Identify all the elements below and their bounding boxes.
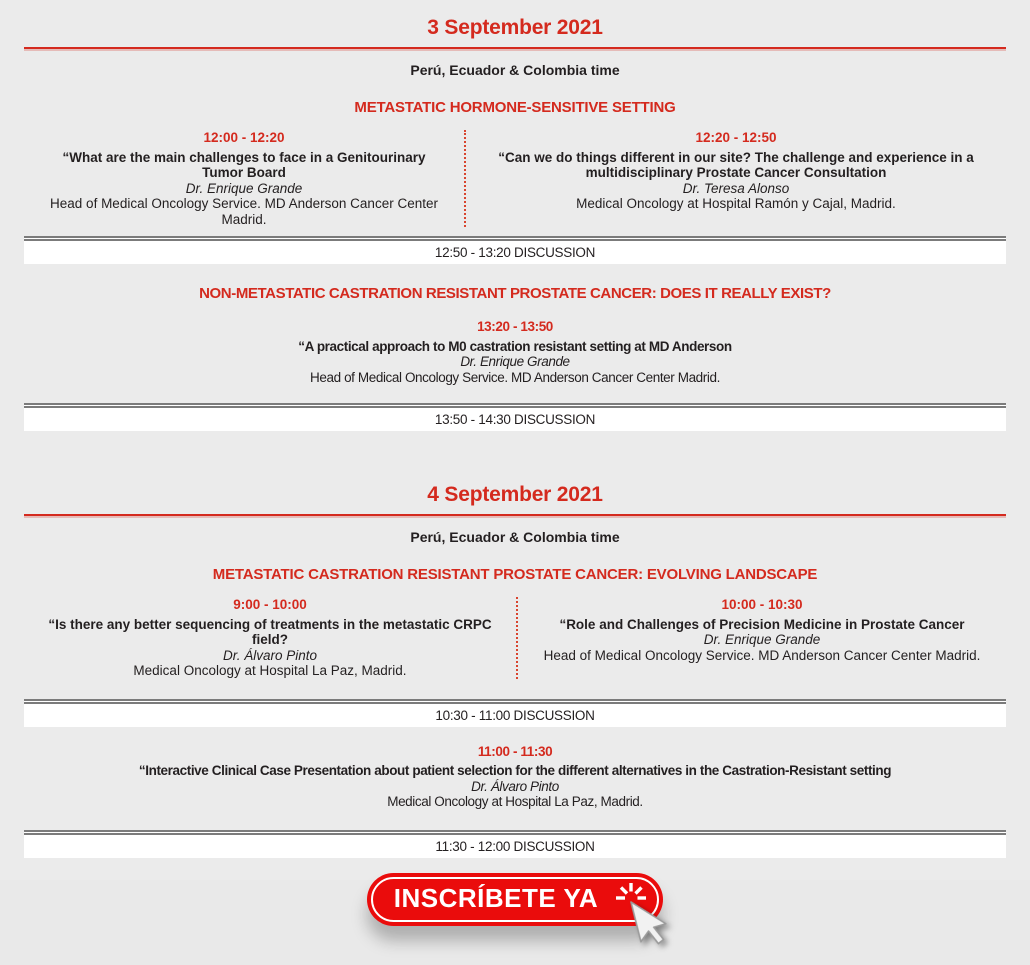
session-speaker: Dr. Álvaro Pinto [471,778,559,794]
day-2-title: 4 September 2021 [427,483,603,506]
session-affiliation: Head of Medical Oncology Service. MD Anderson Cancer Center Madrid. [310,369,720,385]
day-2-divider-line [24,514,1006,516]
session-speaker: Dr. Enrique Grande [460,354,570,369]
day-2-sessions-row [0,597,1030,679]
discussion-bar [24,403,1006,431]
day-2-timezone: Perú, Ecuador & Colombia time [410,529,620,545]
session-speaker: Dr. Teresa Alonso [682,180,790,196]
discussion-time: 11:30 - 12:00 [435,838,511,854]
discussion-bar [24,699,1006,727]
day-1-sessions-row [0,130,1030,227]
day-1-block-2-heading: NON-METASTATIC CASTRATION RESISTANT PROSTATE CANCER: DOES IT REALLY EXIST? [199,285,831,302]
cta-row [0,873,1030,926]
session-card [0,744,1030,810]
day-2-section [0,431,1030,858]
session-time: 11:00 - 11:30 [477,743,553,759]
session-title: “A practical approach to M0 castration resistant setting at MD Anderson [298,338,732,354]
session-time: 9:00 - 10:00 [233,597,307,612]
register-button[interactable] [367,873,663,926]
day-1-timezone: Perú, Ecuador & Colombia time [410,62,620,78]
session-affiliation: Medical Oncology at Hospital La Paz, Madrid. [387,794,643,809]
day-2-block-1-heading: METASTATIC CASTRATION RESISTANT PROSTATE CANCER: EVOLVING LANDSCAPE [212,566,818,583]
discussion-label: DISCUSSION [513,707,595,723]
register-button-label: INSCRÍBETE YA [393,882,599,913]
session-title: “Role and Challenges of Precision Medicine in Prostate Cancer [559,616,965,632]
session-affiliation: Head of Medical Oncology Service. MD Anderson Cancer Center Madrid. [543,647,981,663]
session-card [24,130,464,227]
day-1-divider-line [24,47,1006,49]
session-time: 13:20 - 13:50 [477,319,553,334]
session-card [466,130,1006,212]
session-affiliation: Medical Oncology at Hospital Ramón y Cajal, Madrid. [576,196,896,211]
discussion-time: 10:30 - 11:00 [435,707,511,723]
discussion-label: DISCUSSION [514,245,596,260]
session-time: 10:00 - 10:30 [721,597,803,612]
session-speaker: Dr. Álvaro Pinto [222,647,318,663]
session-title: “Can we do things different in our site? The challenge and experience in a multidisciplinary Prostate Cancer Consultation [498,149,974,180]
session-title: “Interactive Clinical Case Presentation about patient selection for the different alternatives in the Castration-Resistant setting [138,763,892,778]
day-1-section [0,0,1030,431]
session-card [0,319,1030,385]
session-title: “Is there any better sequencing of treatments in the metastatic CRPC field? [48,616,492,647]
discussion-bar [24,236,1006,264]
discussion-bar [24,830,1006,858]
session-card [518,597,1006,663]
session-card [24,597,516,679]
day-1-block-1-heading: METASTATIC HORMONE-SENSITIVE SETTING [354,99,676,116]
discussion-time: 12:50 - 13:20 [434,245,511,260]
discussion-label: DISCUSSION [514,412,596,427]
discussion-time: 13:50 - 14:30 [434,412,511,427]
session-speaker: Dr. Enrique Grande [185,180,303,196]
discussion-label: DISCUSSION [513,838,595,854]
session-affiliation: Head of Medical Oncology Service. MD Anderson Cancer Center Madrid. [50,196,438,227]
session-affiliation: Medical Oncology at Hospital La Paz, Madrid. [133,663,407,678]
session-time: 12:00 - 12:20 [203,130,285,145]
session-title: “What are the main challenges to face in a Genitourinary Tumor Board [62,149,426,180]
day-1-title: 3 September 2021 [427,16,603,39]
session-time: 12:20 - 12:50 [695,130,777,145]
session-speaker: Dr. Enrique Grande [703,632,821,647]
